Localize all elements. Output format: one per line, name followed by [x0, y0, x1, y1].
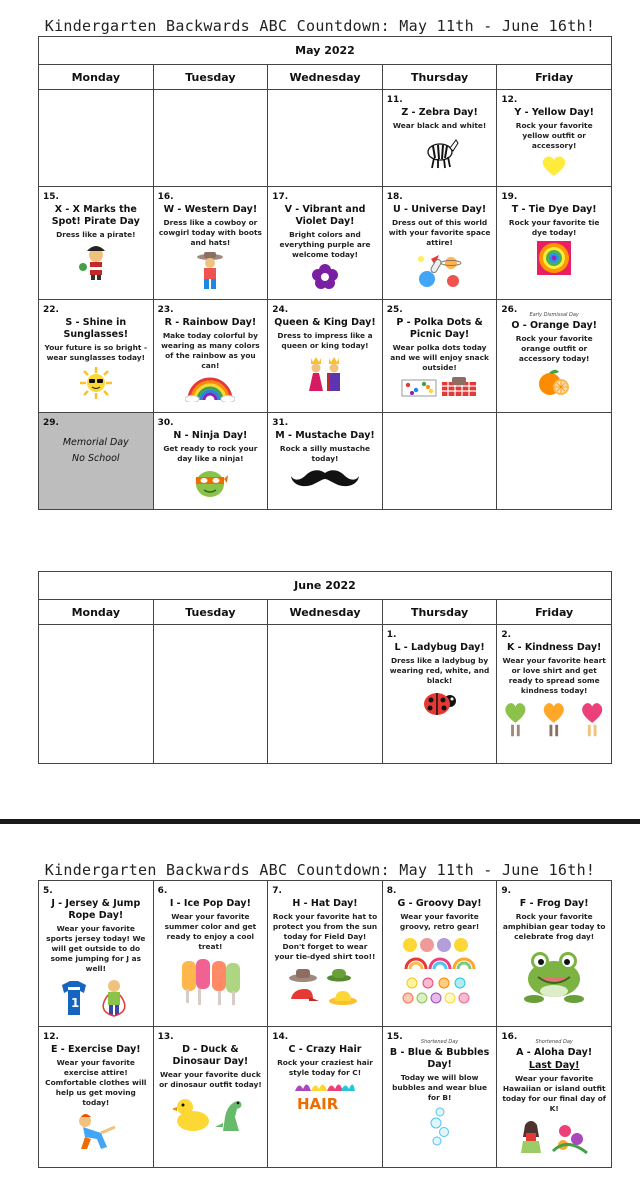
- weekday-monday: Monday: [39, 65, 154, 89]
- day-cell-may-26: [497, 300, 611, 412]
- svg-text:1: 1: [70, 996, 80, 1010]
- day-title: A - Aloha Day!: [516, 1047, 593, 1058]
- day-cell-may-12: [497, 90, 611, 186]
- day-description: Dress like a ladybug by wearing red, white, and black!: [389, 656, 490, 685]
- day-title: O - Orange Day!: [511, 320, 597, 331]
- day-cell-june-14: [268, 1027, 383, 1167]
- day-title: T - Tie Dye Day!: [511, 204, 597, 215]
- day-cell-may-16: [154, 187, 269, 299]
- day-cell-june-12: [39, 1027, 154, 1167]
- day-description: Rock your favorite orange outfit or accessory today!: [515, 334, 593, 363]
- day-description: Dress like a pirate!: [56, 230, 136, 239]
- day-cell-june-16: [497, 1027, 611, 1167]
- day-title: F - Frog Day!: [519, 898, 589, 909]
- day-title: C - Crazy Hair: [288, 1044, 362, 1055]
- bubbles-icon: [387, 1106, 493, 1146]
- zebra-icon: [387, 134, 493, 170]
- day-cell-june-15: [383, 1027, 498, 1167]
- calendar-week: [39, 187, 611, 300]
- sun-sunglasses-icon: [43, 366, 149, 400]
- empty-day-cell: [39, 90, 154, 186]
- day-description: Rock your favorite yellow outfit or accessory!: [515, 121, 593, 150]
- day-description: Make today colorful by wearing as many colors of the rainbow as you can!: [161, 331, 260, 370]
- day-cell-may-31: [268, 413, 383, 509]
- day-description: Wear your favorite groovy, retro gear!: [399, 912, 480, 931]
- day-number: 2.: [501, 630, 512, 640]
- frog-icon: [501, 945, 607, 1005]
- day-cell-june-9: [497, 881, 611, 1026]
- day-description: Dress out of this world with your favorite space attire!: [388, 218, 491, 247]
- day-number: 15.: [43, 192, 59, 202]
- empty-day-cell: [268, 90, 383, 186]
- picnic-icon: [387, 376, 493, 398]
- day-number: 23.: [157, 305, 174, 315]
- crazy-hair-icon: [272, 1081, 378, 1113]
- day-description: Your future is so bright - wear sunglasses today!: [44, 343, 148, 362]
- day-title: L - Ladybug Day!: [394, 642, 485, 653]
- weekday-wednesday: Wednesday: [268, 65, 383, 89]
- calendar-week: [39, 300, 611, 413]
- weekday-thursday: Thursday: [383, 600, 498, 624]
- empty-day-cell: [154, 90, 269, 186]
- day-title: W - Western Day!: [163, 204, 258, 215]
- day-number: 1.: [386, 630, 397, 640]
- rainbow-icon: [158, 374, 264, 402]
- violet-flower-icon: [272, 263, 378, 291]
- day-title: R - Rainbow Day!: [164, 317, 257, 328]
- crazy-hair-art-text: HAIR: [296, 1095, 339, 1113]
- page-divider: [0, 819, 640, 824]
- shortened-day-note: Shortened Day: [535, 1039, 573, 1045]
- day-number: 11.: [386, 95, 403, 105]
- pirate-icon: [43, 243, 149, 281]
- day-number: 12.: [501, 95, 518, 105]
- day-cell-may-15: [39, 187, 154, 299]
- day-title: D - Duck & Dinosaur Day!: [172, 1044, 249, 1067]
- day-description: Wear your favorite exercise attire! Comfortable clothes will help us get moving today!: [45, 1058, 147, 1107]
- day-description: Dress like a cowboy or cowgirl today with boots and hats!: [158, 218, 262, 247]
- month-header-june: June 2022: [39, 572, 611, 600]
- day-title: B - Blue & Bubbles Day!: [389, 1047, 490, 1070]
- calendar-week: [39, 881, 611, 1027]
- day-description: Rock a silly mustache today!: [279, 444, 371, 463]
- day-cell-june-5: [39, 881, 154, 1026]
- empty-day-cell: [383, 413, 498, 509]
- empty-day-cell: [268, 625, 383, 763]
- cowboy-icon: [158, 251, 264, 291]
- day-description: Rock your favorite amphibian gear today to celebrate frog day!: [502, 912, 606, 941]
- kindness-hearts-icon: [501, 699, 607, 739]
- day-number: 14.: [272, 1032, 289, 1042]
- empty-day-cell: [497, 413, 611, 509]
- calendar-week: [39, 625, 611, 763]
- day-number: 13.: [157, 1032, 174, 1042]
- day-number: 17.: [272, 192, 289, 202]
- may-calendar: [38, 36, 612, 510]
- weekday-tuesday: Tuesday: [154, 600, 269, 624]
- day-number: 25.: [386, 305, 403, 315]
- day-description: Wear black and white!: [392, 121, 487, 130]
- june-calendar: [38, 571, 612, 764]
- day-description: Wear your favorite summer color and get ready to enjoy a cool treat!: [164, 912, 257, 951]
- day-title: Y - Yellow Day!: [514, 107, 594, 118]
- day-cell-june-6: [154, 881, 269, 1026]
- day-cell-may-29: [39, 413, 154, 509]
- day-number: 16.: [501, 1032, 518, 1042]
- tie-dye-icon: [501, 241, 607, 275]
- day-description: Wear your favorite sports jersey today! We will get outside to do some jumping for J as well!: [46, 924, 146, 973]
- weekday-friday: Friday: [535, 70, 574, 84]
- weekday-monday: Monday: [39, 600, 154, 624]
- ninja-icon: [158, 467, 264, 499]
- day-cell-may-25: [383, 300, 498, 412]
- day-description: Bright colors and everything purple are welcome today!: [279, 230, 371, 259]
- empty-day-cell: [39, 625, 154, 763]
- page-title-bottom: Kindergarten Backwards ABC Countdown: May 11th - June 16th!: [44, 861, 596, 879]
- hats-icon: [272, 965, 378, 1009]
- day-number: 29.: [43, 418, 59, 428]
- day-cell-may-11: [383, 90, 498, 186]
- day-title: Queen & King Day!: [274, 317, 376, 328]
- day-number: 24.: [272, 305, 289, 315]
- day-number: 6.: [157, 886, 168, 896]
- yellow-heart-icon: [501, 154, 607, 178]
- day-number: 30.: [157, 418, 174, 428]
- calendar-week: [39, 90, 611, 187]
- weekday-thursday: Thursday: [383, 65, 498, 89]
- day-description: Rock your favorite hat to protect you from the sun today for Field Day! Don't forget to wear your tie-dyed shirt too!!: [272, 912, 378, 961]
- weekday-header-row: [39, 65, 611, 90]
- day-title: U - Universe Day!: [392, 204, 487, 215]
- jersey-jumprope-icon: [43, 977, 149, 1017]
- month-header-may: May 2022: [39, 37, 611, 65]
- day-cell-may-17: [268, 187, 383, 299]
- calendar-week: [39, 413, 611, 509]
- day-title: I - Ice Pop Day!: [169, 898, 251, 909]
- empty-day-cell: [154, 625, 269, 763]
- day-cell-june-7: [268, 881, 383, 1026]
- day-number: 8.: [386, 886, 397, 896]
- aloha-icon: [501, 1117, 607, 1157]
- day-description: Wear polka dots today and we will enjoy snack outside!: [390, 343, 489, 372]
- day-title: E - Exercise Day!: [50, 1044, 141, 1055]
- day-title: P - Polka Dots & Picnic Day!: [396, 317, 483, 340]
- early-dismissal-note: Early Dismissal Day: [529, 312, 579, 318]
- june-continued-calendar: [38, 880, 612, 1168]
- day-number: 7.: [272, 886, 282, 896]
- page-title-top: Kindergarten Backwards ABC Countdown: May 11th - June 16th!: [44, 17, 596, 35]
- day-number: 5.: [43, 886, 53, 896]
- ice-pop-icon: [158, 955, 264, 1007]
- weekday-friday: Friday: [535, 605, 574, 619]
- day-description: Today we will blow bubbles and wear blue for B!: [392, 1073, 488, 1102]
- day-title: V - Vibrant and Violet Day!: [284, 204, 366, 227]
- day-cell-june-8: [383, 881, 498, 1026]
- holiday-name: Memorial Day: [62, 437, 129, 448]
- day-number: 16.: [157, 192, 174, 202]
- exercise-icon: [43, 1111, 149, 1151]
- no-school-label: No School: [72, 453, 120, 464]
- groovy-icon: [387, 935, 493, 1005]
- day-cell-may-30: [154, 413, 269, 509]
- day-title: K - Kindness Day!: [506, 642, 602, 653]
- day-title: Z - Zebra Day!: [401, 107, 478, 118]
- day-number: 22.: [43, 305, 59, 315]
- shortened-day-note: Shortened Day: [420, 1039, 459, 1045]
- weekday-wednesday: Wednesday: [268, 600, 383, 624]
- day-cell-may-24: [268, 300, 383, 412]
- last-day-label: Last Day!: [528, 1060, 580, 1071]
- day-cell-may-22: [39, 300, 154, 412]
- day-cell-may-23: [154, 300, 269, 412]
- day-description: Dress to impress like a queen or king today!: [277, 331, 373, 350]
- day-cell-may-18: [383, 187, 498, 299]
- day-title: G - Groovy Day!: [397, 898, 482, 909]
- queen-king-icon: [272, 354, 378, 392]
- day-cell-june-2: [497, 625, 611, 763]
- day-cell-june-13: [154, 1027, 269, 1167]
- day-description: Rock your favorite tie dye today!: [508, 218, 600, 237]
- weekday-tuesday: Tuesday: [154, 65, 269, 89]
- day-number: 12.: [43, 1032, 59, 1042]
- day-number: 19.: [501, 192, 518, 202]
- day-cell-may-19: [497, 187, 611, 299]
- day-title: S - Shine in Sunglasses!: [63, 317, 129, 340]
- day-description: Wear your favorite duck or dinosaur outfit today!: [159, 1070, 262, 1089]
- calendar-week: [39, 1027, 611, 1167]
- day-description: Get ready to rock your day like a ninja!: [163, 444, 258, 463]
- ladybug-icon: [387, 689, 493, 717]
- day-description: Wear your favorite heart or love shirt and get ready to spread some kindness today!: [502, 656, 606, 695]
- day-number: 9.: [501, 886, 512, 896]
- day-number: 26.: [501, 305, 518, 315]
- day-number: 15.: [386, 1032, 403, 1042]
- day-description: Rock your craziest hair style today for C!: [277, 1058, 373, 1077]
- day-title: H - Hat Day!: [292, 898, 358, 909]
- weekday-header-row: [39, 600, 611, 625]
- day-title: X - X Marks the Spot! Pirate Day: [51, 204, 140, 227]
- day-description: Wear your favorite Hawaiian or island outfit today for our final day of K!: [502, 1074, 607, 1113]
- day-number: 18.: [386, 192, 403, 202]
- orange-icon: [501, 367, 607, 397]
- day-number: 31.: [272, 418, 289, 428]
- mustache-icon: [272, 467, 378, 489]
- day-title: J - Jersey & Jump Rope Day!: [51, 898, 141, 921]
- space-icon: [387, 251, 493, 291]
- day-cell-june-1: [383, 625, 498, 763]
- day-title: M - Mustache Day!: [275, 430, 375, 441]
- day-title: N - Ninja Day!: [173, 430, 248, 441]
- duck-dinosaur-icon: [158, 1093, 264, 1133]
